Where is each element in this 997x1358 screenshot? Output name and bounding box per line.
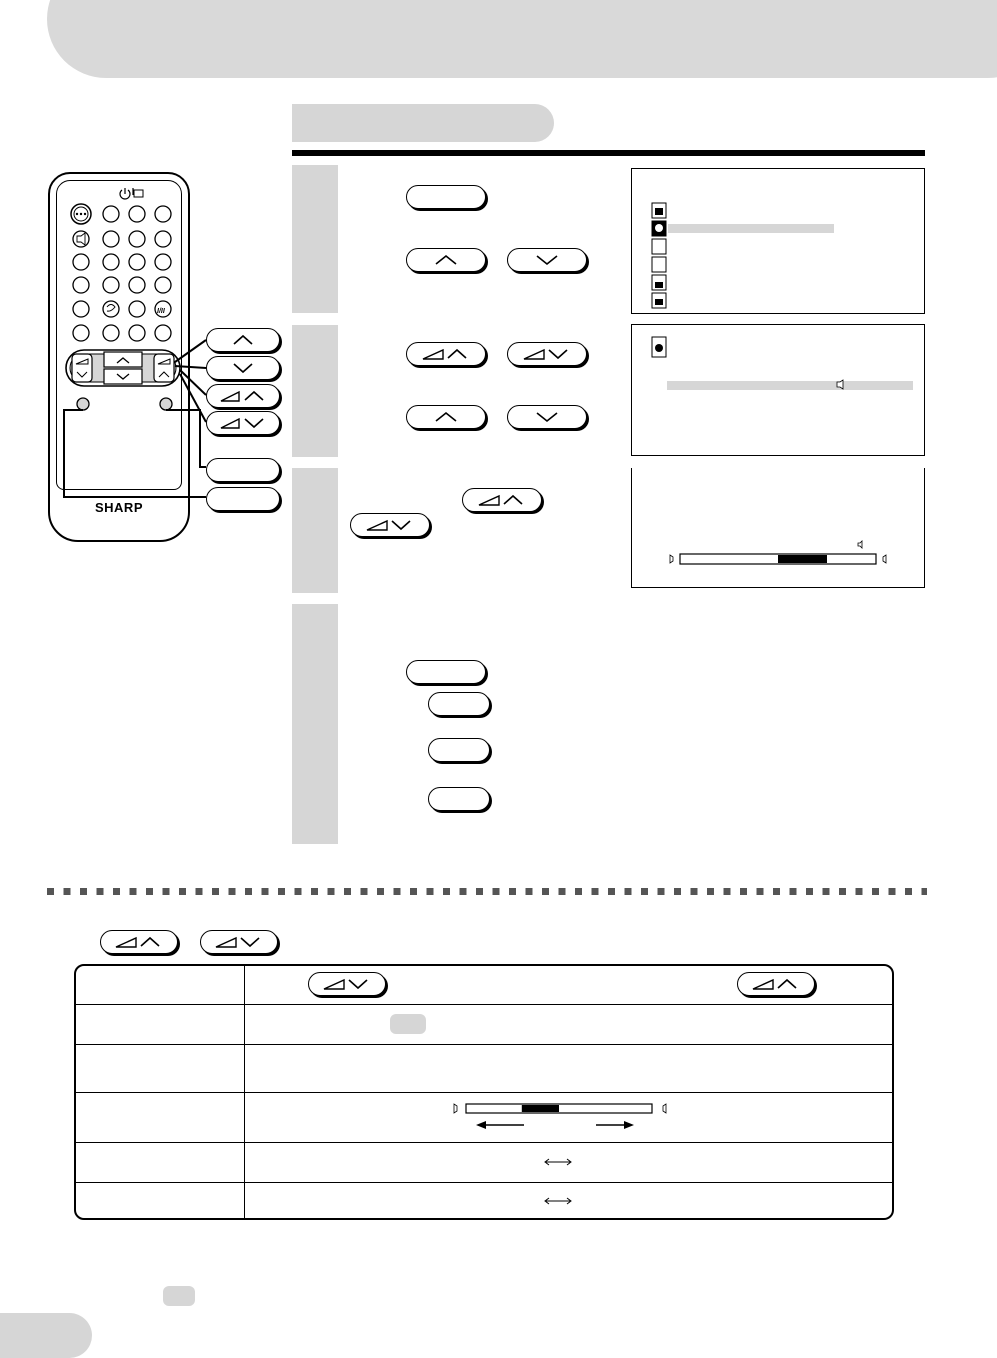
volume-up-icon <box>477 493 527 507</box>
step-2-block <box>292 325 338 457</box>
balance-bar <box>632 468 922 584</box>
separator-dot <box>427 888 434 895</box>
separator-dot <box>493 888 500 895</box>
separator-dot <box>790 888 797 895</box>
table-header-volume-up-button <box>100 930 178 954</box>
step1-up-button <box>406 248 486 272</box>
volume-down-icon <box>322 977 372 991</box>
step2-down-button <box>507 405 587 429</box>
arrow-right-icon <box>624 1121 634 1129</box>
menu-button-label <box>206 458 280 482</box>
separator-dot <box>542 888 549 895</box>
section-title-tab <box>292 104 554 142</box>
step1-menu-button <box>406 185 486 209</box>
separator-dot <box>146 888 153 895</box>
separator-dot <box>740 888 747 895</box>
speaker-right-icon <box>858 541 862 548</box>
volume-up-button-label <box>206 384 280 408</box>
adjustment-table <box>74 964 894 1220</box>
separator-dot <box>361 888 368 895</box>
callout-lines <box>0 0 300 520</box>
table-header-volume-down-button <box>200 930 278 954</box>
separator-dot <box>328 888 335 895</box>
separator-dot <box>196 888 203 895</box>
separator-dot <box>856 888 863 895</box>
step3-volume-up-button <box>462 488 542 512</box>
step2-volume-up-button <box>406 342 486 366</box>
step3-volume-down-button <box>350 513 430 537</box>
balance-screen <box>631 468 925 588</box>
separator-dot <box>773 888 780 895</box>
separator-dot <box>509 888 516 895</box>
separator-dot <box>641 888 648 895</box>
step1-down-button <box>507 248 587 272</box>
separator-dot <box>922 888 928 895</box>
separator-dot <box>806 888 813 895</box>
double-arrow-icon <box>543 1157 573 1167</box>
chevron-down-icon <box>535 411 559 423</box>
separator-dot <box>691 888 698 895</box>
chevron-down-icon <box>535 254 559 266</box>
speaker-left-icon <box>670 555 673 563</box>
separator-dot <box>839 888 846 895</box>
separator-dot <box>757 888 764 895</box>
down-button-label <box>206 356 280 380</box>
separator-dot <box>311 888 318 895</box>
separator-dot <box>707 888 714 895</box>
arrow-left-icon <box>476 1121 486 1129</box>
separator-dot <box>559 888 566 895</box>
separator-dot <box>278 888 285 895</box>
separator-dot <box>47 888 54 895</box>
separator-dot <box>97 888 104 895</box>
step-3-block <box>292 468 338 593</box>
menu-screen-2 <box>631 324 925 456</box>
table-volume-up-button <box>737 972 815 996</box>
step4-menu-button <box>406 660 486 684</box>
separator-dot <box>80 888 87 895</box>
separator-dot <box>229 888 236 895</box>
chevron-up-icon <box>434 411 458 423</box>
section-divider <box>292 150 925 156</box>
separator-dot <box>625 888 632 895</box>
separator-dot <box>163 888 170 895</box>
separator-dot <box>476 888 483 895</box>
default-value-tag <box>390 1014 426 1034</box>
volume-up-icon <box>114 935 164 949</box>
volume-down-icon <box>365 518 415 532</box>
separator-dot <box>245 888 252 895</box>
separator-dot <box>179 888 186 895</box>
step4-option-button-1 <box>428 692 490 716</box>
separator-dot <box>377 888 384 895</box>
separator-dot <box>410 888 417 895</box>
separator-dot <box>608 888 615 895</box>
step-4-block <box>292 604 338 844</box>
chevron-up-icon <box>232 334 254 346</box>
chevron-down-icon <box>232 362 254 374</box>
volume-down-icon <box>219 416 267 430</box>
separator-dot <box>295 888 302 895</box>
step4-option-button-2 <box>428 738 490 762</box>
separator-dot <box>113 888 120 895</box>
volume-up-icon <box>421 347 471 361</box>
dotted-separator <box>47 888 927 895</box>
menu-screen-1 <box>631 168 925 314</box>
separator-dot <box>130 888 137 895</box>
return-button-label <box>206 487 280 511</box>
separator-dot <box>212 888 219 895</box>
chevron-up-icon <box>434 254 458 266</box>
volume-down-icon <box>522 347 572 361</box>
svg-text:I/II: I/II <box>157 308 165 315</box>
volume-up-icon <box>219 389 267 403</box>
step-1-block <box>292 165 338 313</box>
separator-dot <box>592 888 599 895</box>
separator-dot <box>823 888 830 895</box>
separator-dot <box>394 888 401 895</box>
table-balance-graphic <box>450 1100 680 1134</box>
remote-brand-logo: SHARP <box>94 500 143 515</box>
volume-up-icon <box>751 977 801 991</box>
step2-up-button <box>406 405 486 429</box>
separator-dot <box>889 888 896 895</box>
menu-icons <box>632 169 922 311</box>
speaker-right-icon <box>883 555 886 563</box>
volume-down-icon <box>214 935 264 949</box>
double-arrow-icon <box>543 1196 573 1206</box>
step4-option-button-3 <box>428 787 490 811</box>
up-button-label <box>206 328 280 352</box>
table-volume-down-button <box>308 972 386 996</box>
separator-dot <box>724 888 731 895</box>
separator-dot <box>344 888 351 895</box>
speaker-right-icon <box>663 1104 666 1113</box>
separator-dot <box>872 888 879 895</box>
speaker-left-icon <box>454 1104 457 1113</box>
separator-dot <box>905 888 912 895</box>
page-number-tab <box>0 1313 92 1358</box>
separator-dot <box>526 888 533 895</box>
separator-dot <box>460 888 467 895</box>
separator-dot <box>575 888 582 895</box>
footer-tag <box>163 1286 195 1306</box>
separator-dot <box>658 888 665 895</box>
volume-down-button-label <box>206 411 280 435</box>
separator-dot <box>262 888 269 895</box>
step2-volume-down-button <box>507 342 587 366</box>
separator-dot <box>443 888 450 895</box>
separator-dot <box>64 888 71 895</box>
separator-dot <box>674 888 681 895</box>
